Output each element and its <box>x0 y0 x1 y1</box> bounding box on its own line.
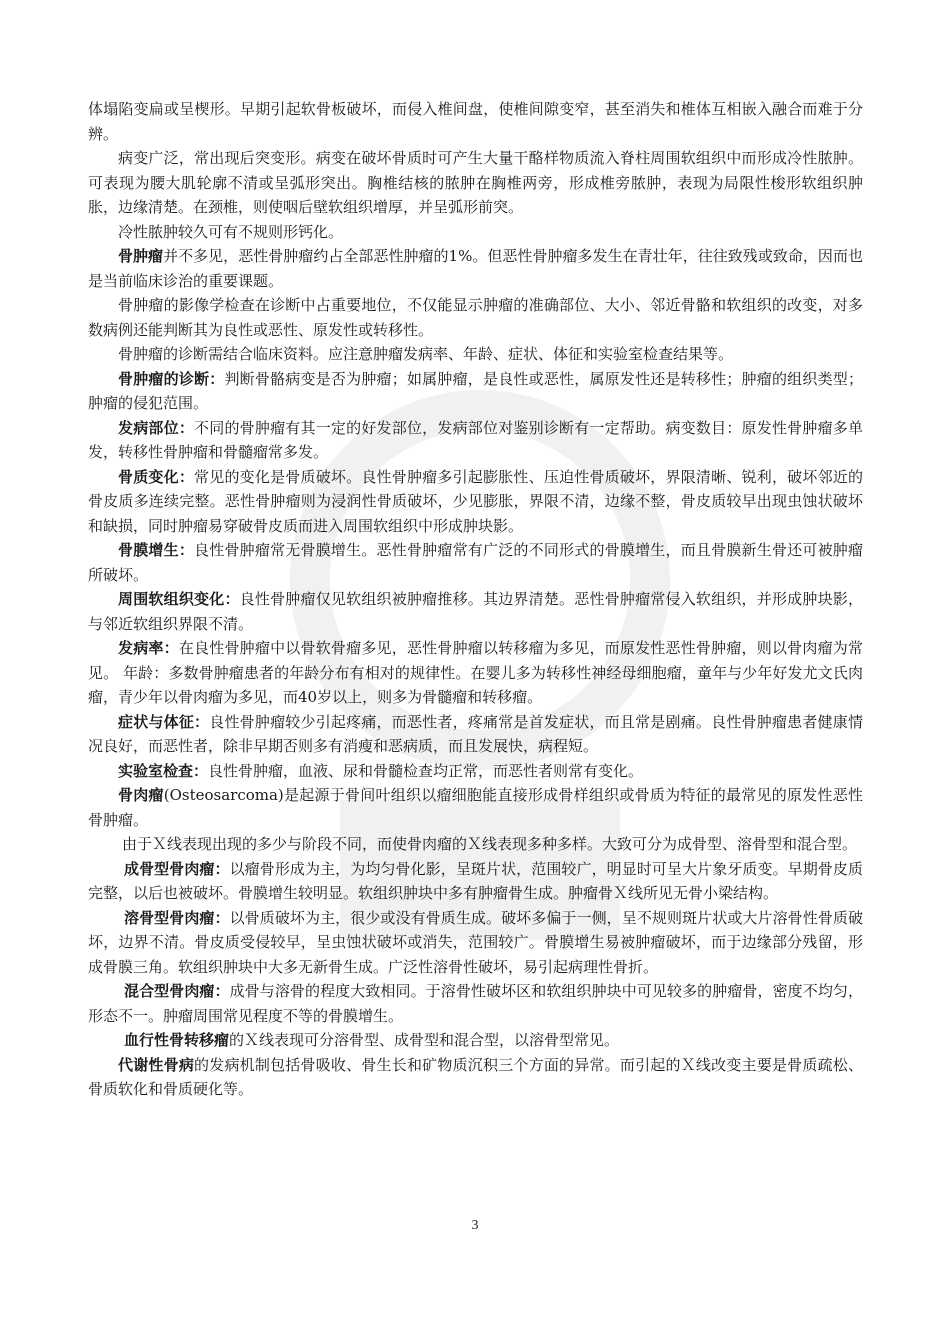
paragraph-text: 成骨与溶骨的程度大致相同。于溶骨性破坏区和软组织肿块中可见较多的肿瘤骨，密度不均匀，形态不一。肿瘤周围常见程度不等的骨膜增生。 <box>88 982 863 1025</box>
paragraph-text: 在良性骨肿瘤中以骨软骨瘤多见，恶性骨肿瘤以转移瘤为多见，而原发性恶性骨肿瘤，则以骨肉瘤为常见。 年龄：多数骨肿瘤患者的年龄分布有相对的规律性。在婴儿多为转移性神经母细胞瘤，童年与少年好发尤文氏肉瘤，青少年以骨肉瘤为多见，而40岁以上，则多为骨髓瘤和转移瘤。 <box>88 639 863 706</box>
paragraph-text: 以骨质破坏为主，很少或没有骨质生成。破坏多偏于一侧，呈不规则斑片状或大片溶骨性骨质破坏，边界不清。骨皮质受侵较早，呈虫蚀状破坏或消失，范围较广。骨膜增生易被肿瘤破坏，而于边缘部分残留，形成骨膜三角。软组织肿块中大多无新骨生成。广泛性溶骨性破坏，易引起病理性骨折。 <box>88 908 863 976</box>
bold-term: 骨膜增生： <box>118 541 195 559</box>
paragraph <box>88 906 863 980</box>
paragraph: 体塌陷变扁或呈楔形。早期引起软骨板破坏，而侵入椎间盘，使椎间隙变窄，甚至消失和椎体互相嵌入融合而难于分辨。 <box>88 100 863 143</box>
paragraph: 由于Ｘ线表现出现的多少与阶段不同，而使骨肉瘤的Ｘ线表现多种多样。大致可分为成骨型、溶骨型和混合型。 <box>122 835 858 853</box>
paragraph <box>88 979 863 1028</box>
paragraph <box>88 367 863 416</box>
bold-term: 周围软组织变化： <box>118 590 240 608</box>
bold-term: 成骨型骨肉瘤： <box>124 859 230 878</box>
paragraph <box>88 587 863 636</box>
paragraph <box>88 1028 863 1053</box>
paragraph: 骨肿瘤的影像学检查在诊断中占重要地位，不仅能显示肿瘤的准确部位、大小、邻近骨骼和软组织的改变，对多数病例还能判断其为良性或恶性、原发性或转移性。 <box>88 296 863 339</box>
paragraph-text: 良性骨肿瘤常无骨膜增生。恶性骨肿瘤常有广泛的不同形式的骨膜增生，而且骨膜新生骨还可被肿瘤所破坏。 <box>88 541 863 584</box>
bold-term: 骨质变化： <box>118 467 195 486</box>
paragraph <box>88 710 863 759</box>
bold-term: 代谢性骨病 <box>118 1055 195 1074</box>
paragraph: 冷性脓肿较久可有不规则形钙化。 <box>118 222 344 241</box>
paragraph-text: 的发病机制包括骨吸收、骨生长和矿物质沉积三个方面的异常。而引起的Ｘ线改变主要是骨质疏松、骨质软化和骨质硬化等。 <box>88 1055 863 1098</box>
paragraph: 骨肿瘤的诊断需结合临床资料。应注意肿瘤发病率、年龄、症状、体征和实验室检查结果等。 <box>118 345 734 363</box>
paragraph <box>88 416 863 465</box>
bold-term: 发病部位： <box>118 418 195 437</box>
bold-term: 骨肿瘤的诊断： <box>118 369 225 388</box>
document-body <box>88 97 863 1102</box>
paragraph-text: 不同的骨肿瘤有其一定的好发部位，发病部位对鉴别诊断有一定帮助。病变数目：原发性骨肿瘤多单发，转移性骨肿瘤和骨髓瘤常多发。 <box>88 418 863 461</box>
bold-term: 实验室检查： <box>118 761 209 780</box>
paragraph-text: 的Ｘ线表现可分溶骨型、成骨型和混合型，以溶骨型常见。 <box>229 1031 620 1049</box>
bold-term: 溶骨型骨肉瘤： <box>124 908 230 927</box>
paragraph <box>88 538 863 587</box>
paragraph-text: (Osteosarcoma)是起源于骨间叶组织以瘤细胞能直接形成骨样组织或骨质为特征的最常见的原发性恶性骨肿瘤。 <box>88 786 863 829</box>
paragraph <box>88 1053 863 1102</box>
bold-term: 混合型骨肉瘤： <box>124 982 230 1000</box>
bold-term: 骨肿瘤 <box>118 247 164 265</box>
paragraph <box>88 244 863 293</box>
paragraph <box>88 857 863 906</box>
paragraph-text: 以瘤骨形成为主，为均匀骨化影，呈斑片状，范围较广，明显时可呈大片象牙质变。早期骨皮质完整，以后也被破坏。骨膜增生较明显。软组织肿块中多有肿瘤骨生成。肿瘤骨Ｘ线所见无骨小梁结构。 <box>88 859 863 902</box>
bold-term: 发病率： <box>118 639 179 657</box>
bold-term: 症状与体征： <box>118 712 210 731</box>
paragraph-text: 常见的变化是骨质破坏。良性骨肿瘤多引起膨胀性、压迫性骨质破坏，界限清晰、锐利，破坏邻近的骨皮质多连续完整。恶性骨肿瘤则为浸润性骨质破坏，少见膨胀，界限不清，边缘不整，骨皮质较早出现虫蚀状破坏和缺损，同时肿瘤易穿破骨皮质而进入周围软组织中形成肿块影。 <box>88 467 863 535</box>
paragraph: 病变广泛，常出现后突变形。病变在破坏骨质时可产生大量干酪样物质流入脊柱周围软组织中而形成冷性脓肿。可表现为腰大肌轮廓不清或呈弧形突出。胸椎结核的脓肿在胸椎两旁，形成椎旁脓肿，表现为局限性梭形软组织肿胀，边缘清楚。在颈椎，则使咽后壁软组织增厚，并呈弧形前突。 <box>88 149 863 216</box>
paragraph-text: 良性骨肿瘤仅见软组织被肿瘤推移。其边界清楚。恶性骨肿瘤常侵入软组织，并形成肿块影，与邻近软组织界限不清。 <box>88 590 863 633</box>
paragraph <box>88 783 863 832</box>
page-number: 3 <box>471 1218 479 1233</box>
paragraph-text: 良性骨肿瘤较少引起疼痛，而恶性者，疼痛常是首发症状，而且常是剧痛。良性骨肿瘤患者健康情况良好，而恶性者，除非早期否则多有消瘦和恶病质，而且发展快，病程短。 <box>88 712 863 755</box>
paragraph <box>88 465 863 539</box>
paragraph <box>88 759 863 784</box>
paragraph-text: 并不多见，恶性骨肿瘤约占全部恶性肿瘤的1%。但恶性骨肿瘤多发生在青壮年，往往致残或致命，因而也是当前临床诊治的重要课题。 <box>88 247 863 290</box>
bold-term: 骨肉瘤 <box>118 786 164 804</box>
paragraph-text: 判断骨骼病变是否为肿瘤；如属肿瘤，是良性或恶性，属原发性还是转移性；肿瘤的组织类型；肿瘤的侵犯范围。 <box>88 369 863 412</box>
paragraph <box>88 636 863 710</box>
paragraph-text: 良性骨肿瘤，血液、尿和骨髓检查均正常，而恶性者则常有变化。 <box>208 761 644 780</box>
bold-term: 血行性骨转移瘤 <box>124 1031 230 1049</box>
